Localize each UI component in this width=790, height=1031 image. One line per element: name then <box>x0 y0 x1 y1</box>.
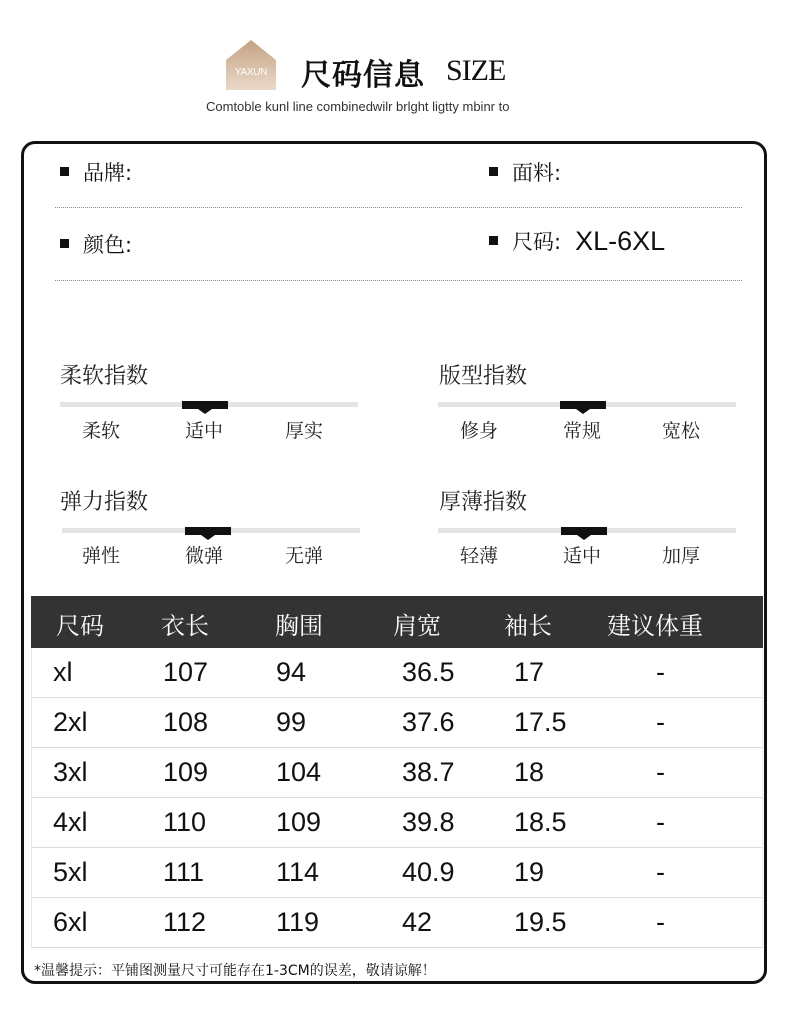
table-row <box>31 648 763 698</box>
table-cell: 38.7 <box>402 757 455 787</box>
brand-label: 品牌: <box>83 161 133 185</box>
page-title-en: SIZE <box>446 54 506 87</box>
thickness-index-title: 厚薄指数 <box>439 490 528 515</box>
bullet-icon <box>60 167 69 176</box>
divider <box>55 207 742 208</box>
table-body <box>31 648 763 948</box>
table-cell: 119 <box>276 907 320 937</box>
fit-index-title: 版型指数 <box>439 364 528 389</box>
softness-option: 适中 <box>185 420 224 442</box>
marker-pointer-icon <box>577 535 591 540</box>
header-sleeve: 袖长 <box>504 612 552 640</box>
size-field <box>489 226 665 259</box>
table-cell: 18 <box>514 757 545 787</box>
elasticity-index-title: 弹力指数 <box>60 490 149 515</box>
page-title: 尺码信息 <box>301 58 425 93</box>
table-cell: 108 <box>163 707 209 737</box>
table-cell: 17.5 <box>514 707 567 737</box>
table-cell: 19.5 <box>514 907 567 937</box>
header-length: 衣长 <box>161 612 209 640</box>
table-cell: xl <box>53 657 73 687</box>
table-cell: 5xl <box>53 857 88 887</box>
header-shoulder: 肩宽 <box>393 612 441 640</box>
table-cell: 37.6 <box>402 707 455 737</box>
fit-marker <box>560 401 606 409</box>
elasticity-marker <box>185 527 231 535</box>
table-cell: 99 <box>276 707 307 737</box>
brand-field <box>60 157 132 187</box>
header-weight: 建议体重 <box>607 612 703 640</box>
fabric-field <box>489 157 561 187</box>
table-header <box>31 596 763 648</box>
thickness-option: 轻薄 <box>460 545 499 567</box>
divider <box>55 280 742 281</box>
logo-text: YAXUN <box>234 67 268 78</box>
softness-index-title: 柔软指数 <box>60 364 149 389</box>
table-row <box>31 798 763 848</box>
table-cell: 6xl <box>53 907 88 937</box>
bullet-icon <box>489 236 498 245</box>
fabric-label: 面料: <box>512 161 562 185</box>
table-cell: 2xl <box>53 707 88 737</box>
table-cell: 4xl <box>53 807 88 837</box>
measurement-note: *温馨提示：平铺图测量尺寸可能存在1-3CM的误差，敬请谅解！ <box>34 963 436 979</box>
table-row <box>31 698 763 748</box>
color-label: 颜色: <box>83 233 133 257</box>
table-cell: 109 <box>163 757 209 787</box>
marker-pointer-icon <box>201 535 215 540</box>
elasticity-option: 弹性 <box>82 545 121 567</box>
table-cell: - <box>656 907 665 937</box>
size-value: XL-6XL <box>575 225 666 256</box>
table-cell: 104 <box>276 757 322 787</box>
table-cell: 109 <box>276 807 322 837</box>
color-field <box>60 229 132 259</box>
table-cell: 42 <box>402 907 433 937</box>
table-cell: 19 <box>514 857 545 887</box>
table-cell: 110 <box>163 807 207 837</box>
table-cell: 3xl <box>53 757 88 787</box>
elasticity-option: 微弹 <box>185 545 224 567</box>
table-row <box>31 748 763 798</box>
table-row <box>31 898 763 948</box>
table-cell: 18.5 <box>514 807 567 837</box>
table-cell: 17 <box>514 657 545 687</box>
table-cell: 114 <box>276 857 320 887</box>
fit-option: 宽松 <box>662 420 701 442</box>
bullet-icon <box>489 167 498 176</box>
table-cell: - <box>656 657 665 687</box>
table-cell: 112 <box>163 907 207 937</box>
header-chest: 胸围 <box>275 612 323 640</box>
table-cell: 40.9 <box>402 857 455 887</box>
size-table <box>31 596 763 948</box>
table-cell: - <box>656 757 665 787</box>
marker-pointer-icon <box>198 409 212 414</box>
page-subtitle: Comtoble kunl line combinedwilr brlght ligtty mbinr to <box>206 99 510 114</box>
thickness-option: 加厚 <box>662 545 701 567</box>
fit-option: 修身 <box>460 420 499 442</box>
table-cell: 107 <box>163 657 209 687</box>
elasticity-option: 无弹 <box>285 545 324 567</box>
marker-pointer-icon <box>576 409 590 414</box>
fit-option: 常规 <box>563 420 602 442</box>
table-cell: 94 <box>276 657 307 687</box>
table-row <box>31 848 763 898</box>
table-cell: 36.5 <box>402 657 455 687</box>
softness-option: 厚实 <box>285 420 324 442</box>
size-label: 尺码: <box>512 230 562 254</box>
table-cell: - <box>656 807 665 837</box>
table-cell: - <box>656 707 665 737</box>
thickness-option: 适中 <box>563 545 602 567</box>
table-cell: 111 <box>163 857 205 887</box>
softness-marker <box>182 401 228 409</box>
header-size: 尺码 <box>56 612 104 640</box>
bullet-icon <box>60 239 69 248</box>
softness-option: 柔软 <box>82 420 121 442</box>
thickness-marker <box>561 527 607 535</box>
table-cell: 39.8 <box>402 807 455 837</box>
brand-logo <box>226 40 276 90</box>
table-cell: - <box>656 857 665 887</box>
